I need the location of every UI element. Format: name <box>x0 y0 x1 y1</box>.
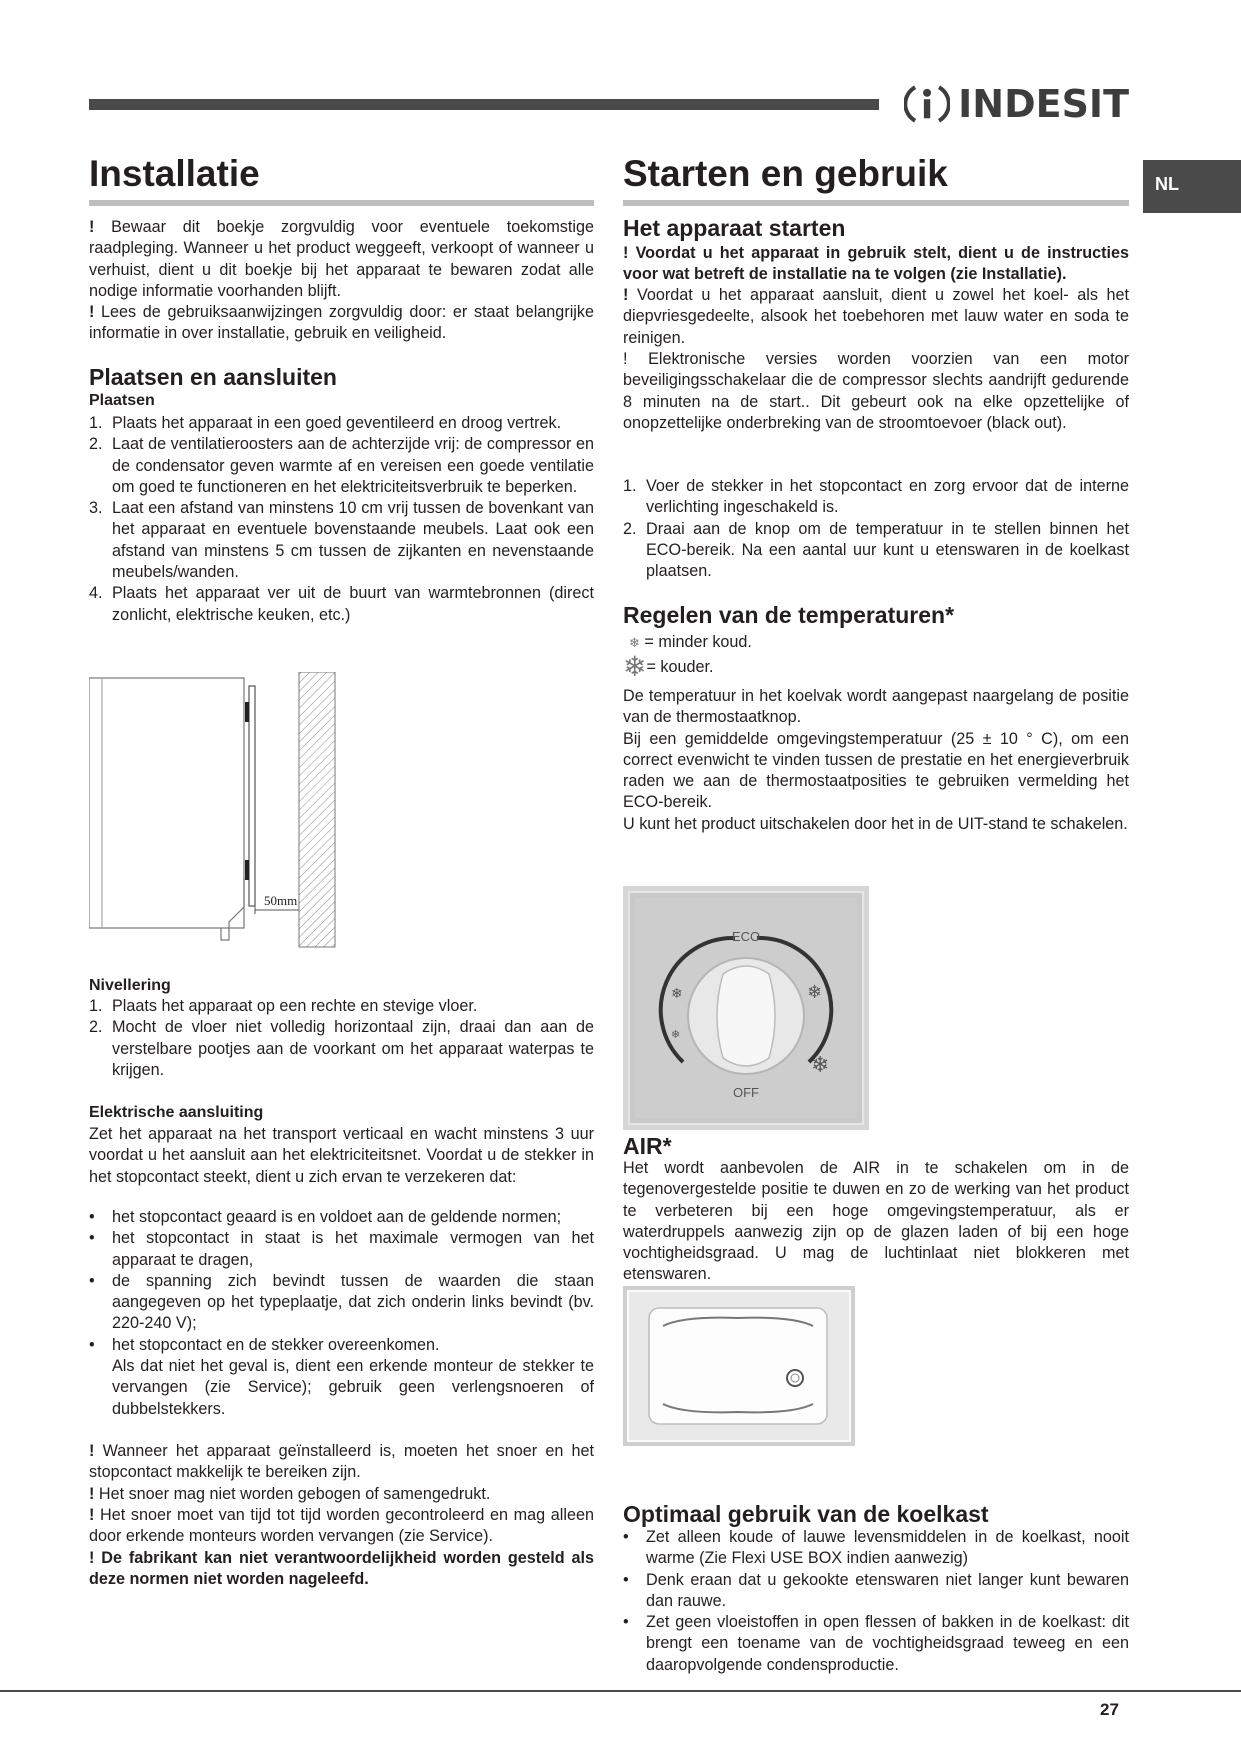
installation-title: Installatie <box>89 152 594 206</box>
optimal-use-title: Optimaal gebruik van de koelkast <box>623 1501 989 1527</box>
snowflake-small-icon: ❄ <box>629 635 640 650</box>
usage-title: Starten en gebruik <box>623 152 1129 206</box>
wall-hatch <box>299 672 335 947</box>
list-item: • Denk eraan dat u gekookte etenswaren niet langer kunt bewaren dan rauwe. <box>623 1570 1129 1610</box>
list-item: • Zet geen vloeistoffen in open flessen of bakken in de koelkast: dit brengt een toename van de vochtigheidsgraad teweeg en een daaropvolgende condensproductie. <box>623 1613 1129 1674</box>
electric-title: Elektrische aansluiting <box>89 1104 264 1121</box>
brand-name: INDESIT <box>958 82 1129 126</box>
list-item: 3. Laat een afstand van minstens 10 cm vrij tussen de bovenkant van het apparaat en eventuele bovenstaande meubels. Laat ook een afstand van minstens 5 cm tussen de zijkanten en nevenstaande meubels/wanden. <box>89 499 594 582</box>
brand-logo <box>904 74 1129 134</box>
air-control-knob[interactable] <box>787 1370 803 1386</box>
dial-eco-label: ECO <box>731 929 761 944</box>
clearance-diagram <box>89 672 349 952</box>
snowflake-icon: ❄ <box>671 1029 681 1041</box>
door-profile <box>249 686 255 906</box>
colder-legend: ❄= kouder. <box>623 651 714 682</box>
levelling-title: Nivellering <box>89 977 171 994</box>
list-item: • het stopcontact geaard is en voldoet aan de geldende normen; <box>89 1208 562 1226</box>
list-item: 1. Voer de stekker in het stopcontact en zorg ervoor dat de interne verlichting ingeschakeld is. <box>623 477 1129 517</box>
temperature-title: Regelen van de temperaturen* <box>623 602 955 628</box>
start-note-2: ! Voordat u het apparaat aansluit, dient u zowel het koel- als het diepvriesgedeelte, alsook het toebehoren met lauw water en soda te reinigen. <box>623 286 1129 347</box>
list-item: • Zet alleen koude of lauwe levensmiddelen in de koelkast, nooit warme (Zie Flexi USE BOX indien aanwezig) <box>623 1528 1129 1568</box>
levelling-list <box>89 996 594 1081</box>
thermostat-dial-figure <box>623 886 869 1130</box>
electric-bullets <box>89 1207 594 1420</box>
list-item: 4. Plaats het apparaat ver uit de buurt van warmtebronnen (direct zonlicht, elektrische keuken, etc.) <box>89 584 594 624</box>
electric-text: Zet het apparaat na het transport verticaal en wacht minstens 3 uur voordat u het aansluit aan het elektriciteitsnet. Voordat u de stekker in het stopcontact steekt, dient u zich ervan te verzekeren dat: <box>89 1125 594 1186</box>
page-number: 27 <box>1100 1700 1119 1719</box>
start-title: Het apparaat starten <box>623 215 846 241</box>
dial-off-label: OFF <box>733 1085 759 1100</box>
air-title: AIR* <box>623 1133 672 1159</box>
placing-subtitle: Plaatsen <box>89 392 155 409</box>
snowflake-icon: ❄ <box>807 982 823 1002</box>
header-bar <box>89 99 879 110</box>
indesit-logo-icon <box>904 75 950 133</box>
warning-2: ! Het snoer mag niet worden gebogen of samengedrukt. <box>89 1485 491 1503</box>
intro-paragraph-1: ! Bewaar dit boekje zorgvuldig voor eventuele toekomstige raadpleging. Wanneer u het product weggeeft, verkoopt of wanneer u verhuist, dient u dit boekje bij het apparaat te bewaren zodat alle nodige informatie voorhanden blijft. <box>89 218 594 300</box>
list-item: 1. Plaats het apparaat in een goed geventileerd en droog vertrek. <box>89 414 562 432</box>
optimal-use-list <box>623 1527 1129 1676</box>
start-bold-note: ! Voordat u het apparaat in gebruik stelt, dient u de instructies voor wat betreft de installatie na te volgen (zie Installatie). <box>623 244 1129 284</box>
snowflake-large-icon: ❄ <box>623 651 647 682</box>
less-cold-legend: ❄ = minder koud. <box>629 633 752 651</box>
placing-list <box>89 413 594 626</box>
warning-3: ! Het snoer moet van tijd tot tijd worden gecontroleerd en mag alleen door erkende monteurs worden vervangen (zie Service). <box>89 1506 594 1546</box>
language-tab: NL <box>1143 160 1241 213</box>
list-item: • de spanning zich bevindt tussen de waarden die staan aangegeven op het typeplaatje, dat zich onderin links bevindt (bv. 220-240 V); <box>89 1271 594 1333</box>
air-control-figure <box>623 1286 855 1446</box>
service-link[interactable]: zie Service <box>210 1378 302 1397</box>
service-link[interactable]: zie Service <box>403 1527 484 1546</box>
intro-paragraph-2: ! Lees de gebruiksaanwijzingen zorgvuldig door: er staat belangrijke informatie in over installatie, gebruik en veiligheid. <box>89 303 594 343</box>
list-item: 2. Laat de ventilatieroosters aan de achterzijde vrij: de compressor en de condensator geven warmte af en vereisen een goede ventilatie om goed te functioneren en het elektriciteitsverbruik te beperken. <box>89 435 594 496</box>
list-item: 1. Plaats het apparaat op een rechte en stevige vloer. <box>89 997 478 1015</box>
temperature-text: De temperatuur in het koelvak wordt aangepast naargelang de positie van de thermostaatknop. Bij een gemiddelde omgevingstemperatuur (25 ± 10 ° C), om een correct evenwicht te vinden tussen de prestatie en het energieverbruik raden we aan de thermostaatposities te gebruiken vermelding het ECO-bereik. U kunt het product uitschakelen door het in de UIT-stand te schakelen. <box>623 687 1129 833</box>
air-text: Het wordt aanbevolen de AIR in te schakelen om in de tegenovergestelde positie te duwen en zo de werking van het product te verbeteren bij een hoge omgevingstemperatuur, als er waterdruppels aanwezig zijn op de glazen laden of bij een hoge vochtigheidsgraad. U mag de luchtinlaat niet blokkeren met etenswaren. <box>623 1159 1129 1284</box>
start-note-3: ! Elektronische versies worden voorzien van een motor beveiligingsschakelaar die de compressor slechts aandrijft gedurende 8 minuten na de start.. Dit gebeurt ook na elke opzettelijke of onopzettelijke onderbreking van de stroomtoevoer (black out). <box>623 350 1129 432</box>
list-item: • het stopcontact en de stekker overeenkomen. <box>89 1335 440 1354</box>
clearance-label: 50mm <box>264 893 298 908</box>
placing-connecting-title: Plaatsen en aansluiten <box>89 364 337 390</box>
list-item: • het stopcontact in staat is het maximale vermogen van het apparaat te dragen, <box>89 1229 594 1269</box>
warning-1: ! Wanneer het apparaat geïnstalleerd is, moeten het snoer en het stopcontact makkelijk te bereiken zijn. <box>89 1442 595 1482</box>
list-item: 2. Mocht de vloer niet volledig horizontaal zijn, draai dan aan de verstelbare pootjes aan de voorkant om het apparaat waterpas te krijgen. <box>89 1018 594 1079</box>
snowflake-icon: ❄ <box>811 1052 830 1077</box>
list-item: 2. Draai aan de knop om de temperatuur in te stellen binnen het ECO-bereik. Na een aantal uur kunt u etenswaren in de koelkast plaatsen. <box>623 519 1129 581</box>
fridge-outline <box>89 678 244 928</box>
list-item: Als dat niet het geval is, dient een erkende monteur de stekker te vervangen (zie Service); gebruik geen verlengsnoeren of dubbelstekkers. <box>112 1357 594 1418</box>
start-list <box>623 476 1129 582</box>
snowflake-icon: ❄ <box>671 985 683 1001</box>
warning-4: ! De fabrikant kan niet verantwoordelijkheid worden gesteld als deze normen niet worden nageleefd. <box>89 1549 594 1589</box>
footer-rule <box>0 1690 1241 1692</box>
